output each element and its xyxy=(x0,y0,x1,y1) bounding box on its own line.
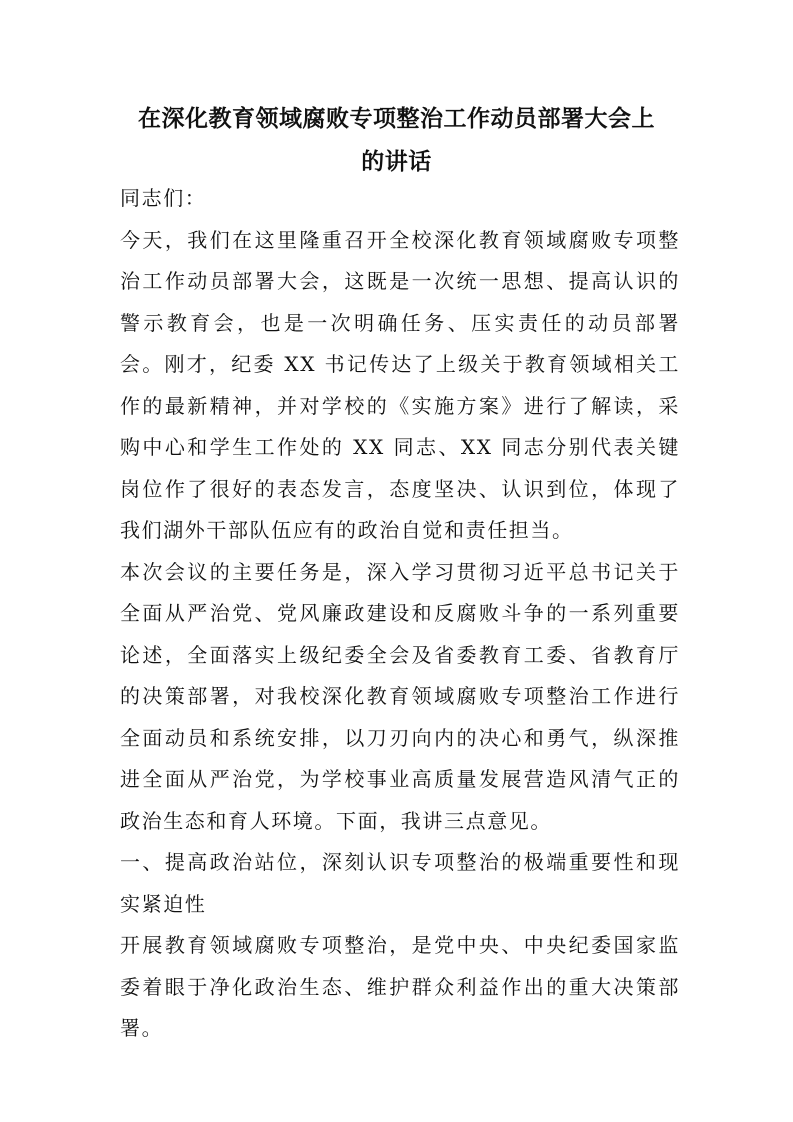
greeting: 同志们： xyxy=(120,186,207,210)
section-heading-1: 一、提高政治站位，深刻认识专项整治的极端重要性和现实紧迫性 xyxy=(120,850,680,916)
paragraph-meeting-tasks: 本次会议的主要任务是，深入学习贯彻习近平总书记关于全面从严治党、党风廉政建设和反腐败斗争的一系列重要论述，全面落实上级纪委全会及省委教育工委、省教育厅的决策部署，对我校深化教育领域腐败专项整治工作进行全面动员和系统安排，以刀刃向内的决心和勇气，纵深推进全面从严治党，为学校事业高质量发展营造风清气正的政治生态和育人环境。下面，我讲三点意见。 xyxy=(120,559,680,833)
document-title-line-2: 的讲话 xyxy=(361,148,432,175)
document-body xyxy=(120,178,680,1050)
paragraph-opening: 今天，我们在这里隆重召开全校深化教育领域腐败专项整治工作动员部署大会，这既是一次统一思想、提高认识的警示教育会，也是一次明确任务、压实责任的动员部署会。刚才，纪委 XX 书记传达了上级关于教育领域相关工作的最新精神，并对学校的《实施方案》进行了解读，采购中心和学生工作处的 XX 同志、XX 同志分别代表关键岗位作了很好的表态发言，态度坚决、认识到位，体现了我们湖外干部队伍应有的政治自觉和责任担当。 xyxy=(120,227,680,542)
paragraph-section-1: 开展教育领域腐败专项整治，是党中央、中央纪委国家监委着眼于净化政治生态、维护群众利益作出的重大决策部署。 xyxy=(120,933,680,1040)
document-title-line-1: 在深化教育领域腐败专项整治工作动员部署大会上 xyxy=(138,105,655,132)
